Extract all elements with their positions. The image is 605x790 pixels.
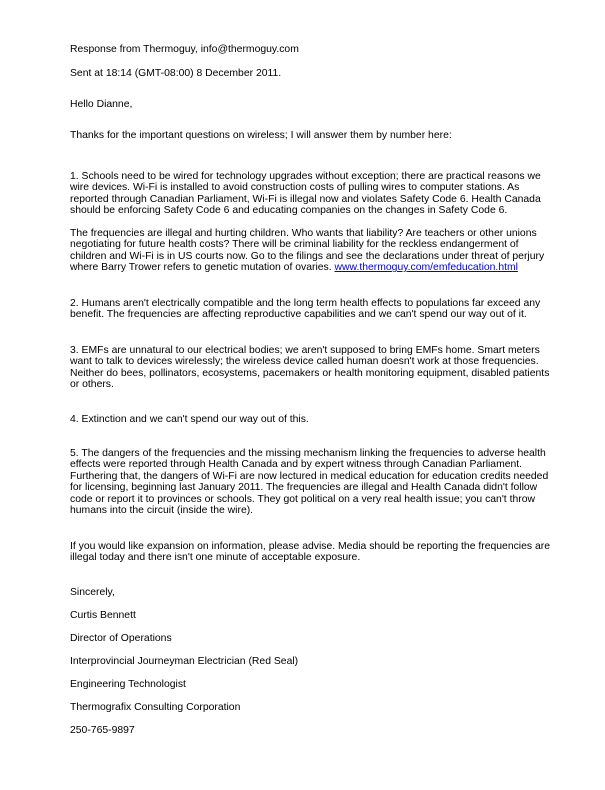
text-line: children and Wi-Fi is in US courts now. Go to the filings and see the declarations under threat of perjury xyxy=(70,250,545,262)
text-line: Furthering that, the dangers of Wi-Fi are now lectured in medical education for education credits needed xyxy=(70,470,549,482)
text-line: code or report it to provinces or schools. They got political on a very real health issue; you can't throw xyxy=(70,493,535,505)
text-segment: where Barry Trower refers to genetic mutation of ovaries. xyxy=(70,262,332,274)
signer-phone: 250-765-9897 xyxy=(70,725,135,736)
answer-1-paragraph xyxy=(70,171,540,217)
answer-1-continued-paragraph xyxy=(70,228,545,274)
answer-5-paragraph xyxy=(70,448,549,517)
text-line: 2. Humans aren't electrically compatible and the long term health effects to populations far exceed any xyxy=(70,298,541,309)
answer-2-paragraph xyxy=(70,298,540,321)
text-line: wire devices. Wi-Fi is installed to avoid construction costs of pulling wires to computer stations. As xyxy=(70,182,520,194)
text-line: 1. Schools need to be wired for technology upgrades without exception; there are practical reasons we xyxy=(70,171,541,182)
text-line: humans into the circuit (inside the wire). xyxy=(70,505,254,517)
text-line: want to talk to devices wirelessly; the wireless device called human doesn't work at those frequencies. xyxy=(70,356,539,368)
signer-credential: Interprovincial Journeyman Electrician (Red Seal) xyxy=(70,656,299,667)
intro-line: Thanks for the important questions on wireless; I will answer them by number here: xyxy=(70,130,452,141)
text-line: If you would like expansion on information, please advise. Media should be reporting the frequencies are xyxy=(70,541,550,552)
text-line: Neither do bees, pollinators, ecosystems, pacemakers or health monitoring equipment, disabled patients xyxy=(70,367,550,379)
text-line: 4. Extinction and we can't spend our way out of this. xyxy=(70,414,309,425)
text-line: benefit. The frequencies are affecting reproductive capabilities and we can't spend our way out of it. xyxy=(70,309,527,321)
text-line: illegal today and there isn't one minute of acceptable exposure. xyxy=(70,552,361,564)
signer-name: Curtis Bennett xyxy=(70,610,136,621)
text-line: should be enforcing Safety Code 6 and educating companies on the changes in Safety Code 6. xyxy=(70,205,508,217)
text-line: negotiating for future health costs? There will be criminal liability for the reckless endangerment of xyxy=(70,239,519,251)
text-line-with-link xyxy=(70,262,540,273)
closing-paragraph xyxy=(70,541,550,564)
signer-credential: Engineering Technologist xyxy=(70,679,186,690)
answer-3-paragraph xyxy=(70,345,550,391)
signer-company: Thermografix Consulting Corporation xyxy=(70,702,241,713)
sign-off: Sincerely, xyxy=(70,587,115,598)
text-line: The frequencies are illegal and hurting children. Who wants that liability? Are teachers or other unions xyxy=(70,228,537,239)
response-from-line: Response from Thermoguy, info@thermoguy.com xyxy=(70,44,299,55)
text-line: reported through Canadian Parliament, Wi-Fi is illegal now and violates Safety Code 6. Health Canada xyxy=(70,193,541,205)
text-line: effects were reported through Health Canada and by expert witness through Canadian Parliament. xyxy=(70,459,523,471)
text-line: 5. The dangers of the frequencies and the missing mechanism linking the frequencies to adverse health xyxy=(70,448,546,459)
signer-title: Director of Operations xyxy=(70,633,172,644)
text-line: or others. xyxy=(70,379,114,391)
greeting: Hello Dianne, xyxy=(70,99,133,110)
emf-education-link[interactable]: www.thermoguy.com/emfeducation.html xyxy=(334,262,518,274)
answer-4-paragraph xyxy=(70,414,540,425)
sent-at-line: Sent at 18:14 (GMT-08:00) 8 December 2011. xyxy=(70,68,282,79)
text-line: 3. EMFs are unnatural to our electrical bodies; we aren't supposed to bring EMFs home. Smart meters xyxy=(70,345,540,356)
text-line: for licensing, beginning last January 2011. The frequencies are illegal and Health Canada didn't follow xyxy=(70,482,538,494)
